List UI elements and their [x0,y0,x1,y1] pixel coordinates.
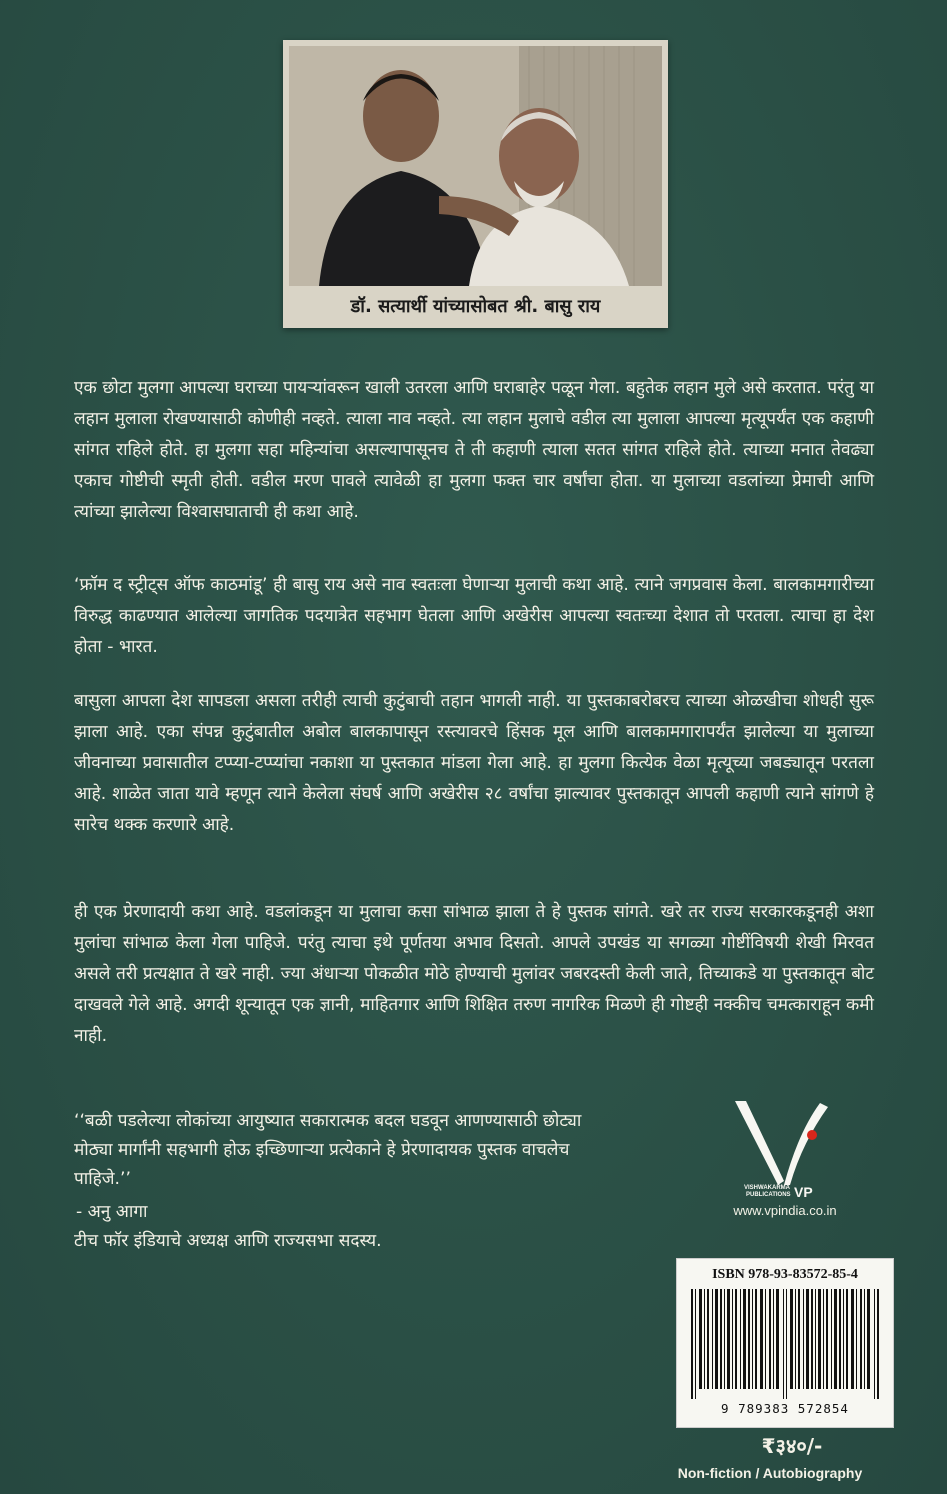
publisher-logo-icon [700,1093,860,1203]
endorsement-author: - अनु आगा [76,1202,148,1222]
barcode-bars [691,1289,881,1399]
publisher-logo [700,1093,860,1223]
blurb-paragraph-4: ही एक प्रेरणादायी कथा आहे. वडलांकडून या मुलाचा कसा सांभाळ झाला ते हे पुस्तक सांगते. खरे तर राज्य सरकारकडूनही अशा मुलांचा सांभाळ केला गेला पाहिजे. परंतु त्याचा इथे पूर्णतया अभाव दिसतो. आपले उपखंड या सगळ्या गोष्टींविषयी शेखी मिरवत असले तरी प्रत्यक्षात ते खरे नाही. ज्या अंधाऱ्या पोकळीत मोठे होण्याची मुलांवर जबरदस्ती केली जाते, तिच्याकडे या पुस्तकातून बोट दाखवले गेले आहे. अगदी शून्यातून एक ज्ञानी, माहितगार आणि शिक्षित तरुण नागरिक मिळणे ही गोष्टही नक्कीच चमत्काराहून कमी नाही. [74,902,874,1046]
blurb-paragraph-3: बासुला आपला देश सापडला असला तरीही त्याची कुटुंबाची तहान भागली नाही. या पुस्तकाबरोबरच त्याच्या ओळखीचा शोधही सुरू झाला आहे. एका संपन्न कुटुंबातील अबोल बालकापासून रस्त्यावरचे हिंसक मूल आणि बालकामगारापर्यंत झालेल्या या मुलाच्या जीवनाच्या प्रवासातील टप्प्या-टप्प्यांचा नकाशा या पुस्तकात मांडला गेला आहे. हा मुलगा कित्येक वेळा मृत्यूच्या जबड्यातून परतला आहे. शाळेत जाता यावे म्हणून त्याने केलेला संघर्ष आणि अखेरीस २८ वर्षांचा झाल्यावर पुस्तकातून आपली कहाणी त्याने सांगणे हे सारेच थक्क करणारे आहे. [74,691,874,835]
isbn-barcode [676,1258,894,1428]
publisher-website: www.vpindia.co.in [733,1203,837,1218]
price: ₹३४०/- [761,1434,823,1458]
blurb-paragraph-1: एक छोटा मुलगा आपल्या घराच्या पायऱ्यांवरून खाली उतरला आणि घराबाहेर पळून गेला. बहुतेक लहान मुले असे करतात. परंतु या लहान मुलाला रोखण्यासाठी कोणीही नव्हते. त्याला नाव नव्हते. त्या लहान मुलाचे वडील त्या मुलाला आपल्या मृत्यूपर्यंत एक कहाणी सांगत राहिले होते. हा मुलगा सहा महिन्यांचा असल्यापासूनच ते ती कहाणी त्याला सतत सांगत राहिले होते. त्याच्या मनात तेवढ्या एकाच गोष्टीची स्मृती होती. वडील मरण पावले त्यावेळी हा मुलगा फक्त चार वर्षांचा होता. या मुलाच्या वडलांच्या प्रेमाची आणि त्यांच्या झालेल्या विश्वासघाताची ही कथा आहे. [74,378,874,522]
publisher-name-line2: PUBLICATIONS [746,1192,791,1198]
blurb-paragraph-2: ‘फ्रॉम द स्ट्रीट्स ऑफ काठमांडू’ ही बासु राय असे नाव स्वतःला घेणाऱ्या मुलाची कथा आहे. त्याने जगप्रवास केला. बालकामगारीच्या विरुद्ध काढण्यात आलेल्या जागतिक पदयात्रेत सहभाग घेतला आणि अखेरीस आपल्या स्वतःच्या देशात तो परतला. त्याचा हा देश होता - भारत. [74,575,874,657]
photo-caption: डॉ. सत्यार्थी यांच्यासोबत श्री. बासु राय [350,296,601,317]
author-photo [289,46,662,286]
publisher-name-line1: VISHWAKARMA [744,1185,790,1191]
author-photo-frame [283,40,668,328]
publisher-mark: VP [794,1184,813,1200]
photo-illustration [289,46,662,286]
isbn-label: ISBN 978-93-83572-85-4 [712,1267,858,1282]
endorsement-attribution [74,1198,634,1256]
barcode-digits: 9 789383 572854 [721,1401,849,1416]
endorsement-author-title: टीच फॉर इंडियाचे अध्यक्ष आणि राज्यसभा सदस्य. [74,1231,382,1251]
endorsement-quote: ‘‘बळी पडलेल्या लोकांच्या आयुष्यात सकारात्मक बदल घडवून आणण्यासाठी छोट्या मोठ्या मार्गांनी सहभागी होऊ इच्छिणाऱ्या प्रत्येकाने हे प्रेरणादायक पुस्तक वाचलेच पाहिजे.’’ [74,1111,582,1189]
genre-label: Non-fiction / Autobiography [677,1465,863,1481]
